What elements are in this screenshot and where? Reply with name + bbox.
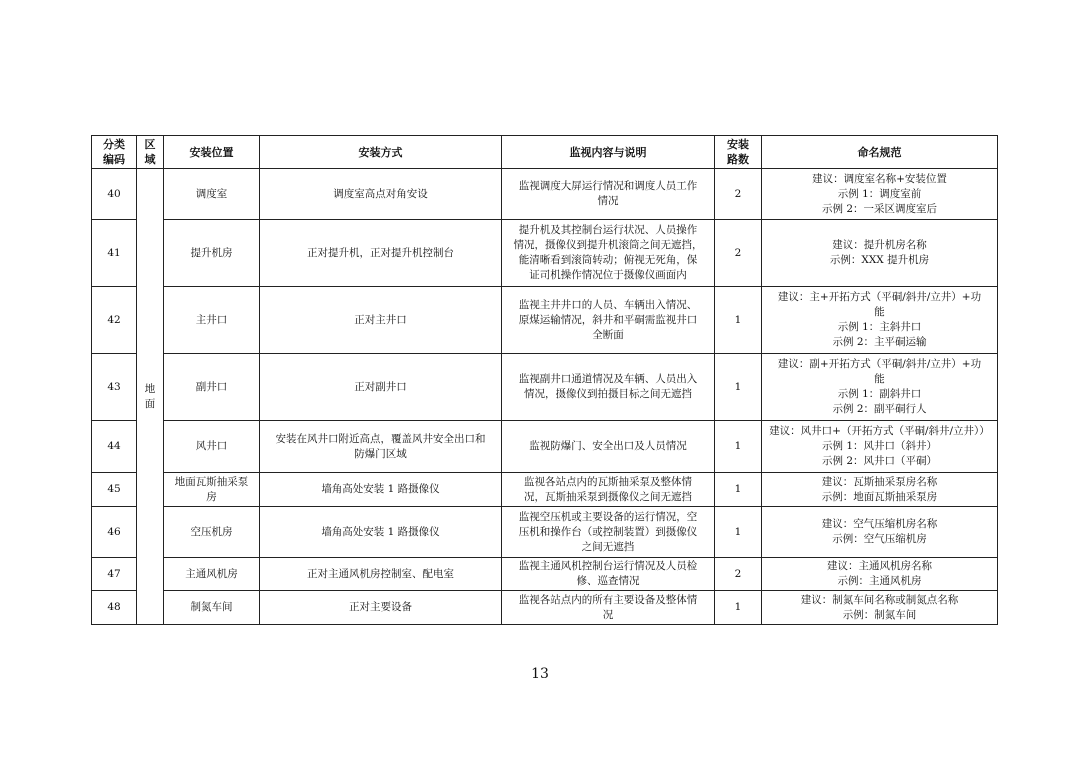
row-code: 43 [92,354,137,421]
row-content: 监视主通风机控制台运行情况及人员检 修、巡查情况 [502,558,715,591]
row-method: 正对主井口 [260,287,502,354]
row-method: 墙角高处安装 1 路摄像仪 [260,473,502,507]
row-paths: 1 [715,354,762,421]
row-code: 40 [92,169,137,220]
row-code: 48 [92,591,137,625]
row-naming: 建议：调度室名称+安装位置 示例 1：调度室前 示例 2：一采区调度室后 [762,169,998,220]
table-row [92,473,998,507]
header-method: 安装方式 [260,136,502,169]
row-naming: 建议：瓦斯抽采泵房名称 示例：地面瓦斯抽采泵房 [762,473,998,507]
row-code: 41 [92,220,137,287]
row-content: 监视各站点内的瓦斯抽采泵及整体情 况，瓦斯抽采泵到摄像仪之间无遮挡 [502,473,715,507]
row-naming: 建议：主通风机房名称 示例：主通风机房 [762,558,998,591]
row-content: 监视主井井口的人员、车辆出入情况、 原煤运输情况，斜井和平硐需监视井口 全断面 [502,287,715,354]
row-code: 45 [92,473,137,507]
row-naming: 建议：风井口+（开拓方式（平硐/斜井/立井）） 示例 1：风井口（斜井） 示例 2：风井口（平硐） [762,421,998,473]
row-naming: 建议：空气压缩机房名称 示例：空气压缩机房 [762,507,998,558]
row-location: 提升机房 [164,220,260,287]
header-location: 安装位置 [164,136,260,169]
row-paths: 2 [715,169,762,220]
row-paths: 1 [715,507,762,558]
table-row [92,421,998,473]
row-naming: 建议：提升机房名称 示例：XXX 提升机房 [762,220,998,287]
row-naming: 建议：制氮车间名称或制氮点名称 示例：制氮车间 [762,591,998,625]
row-method: 正对主通风机房控制室、配电室 [260,558,502,591]
table-row [92,354,998,421]
table-row [92,591,998,625]
row-method: 正对提升机，正对提升机控制台 [260,220,502,287]
row-code: 46 [92,507,137,558]
table-row [92,287,998,354]
table-row [92,169,998,220]
row-paths: 1 [715,287,762,354]
header-content: 监视内容与说明 [502,136,715,169]
row-paths: 1 [715,473,762,507]
row-content: 监视各站点内的所有主要设备及整体情 况 [502,591,715,625]
header-naming: 命名规范 [762,136,998,169]
page-number: 13 [531,666,549,682]
row-method: 正对副井口 [260,354,502,421]
row-content: 监视调度大屏运行情况和调度人员工作 情况 [502,169,715,220]
row-content: 监视副井口通道情况及车辆、人员出入 情况，摄像仪到拍摄目标之间无遮挡 [502,354,715,421]
row-naming: 建议：副+开拓方式（平硐/斜井/立井）+功 能 示例 1：副斜井口 示例 2：副平硐行人 [762,354,998,421]
row-location: 空压机房 [164,507,260,558]
table-row [92,220,998,287]
row-paths: 1 [715,591,762,625]
row-location: 主通风机房 [164,558,260,591]
area-label: 地 面 [137,169,164,625]
row-location: 主井口 [164,287,260,354]
row-content: 提升机及其控制台运行状况、人员操作 情况，摄像仪到提升机滚筒之间无遮挡， 能清晰看到滚筒转动；俯视无死角，保 证司机操作情况位于摄像仪画面内 [502,220,715,287]
installation-spec-table [91,135,998,625]
table-row [92,558,998,591]
header-code: 分类 编码 [92,136,137,169]
row-code: 42 [92,287,137,354]
row-method: 安装在风井口附近高点，覆盖风井安全出口和 防爆门区域 [260,421,502,473]
row-location: 地面瓦斯抽采泵 房 [164,473,260,507]
table-header-row [92,136,998,169]
row-content: 监视空压机或主要设备的运行情况，空 压机和操作台（或控制装置）到摄像仪 之间无遮挡 [502,507,715,558]
row-method: 墙角高处安装 1 路摄像仪 [260,507,502,558]
row-code: 47 [92,558,137,591]
row-paths: 2 [715,558,762,591]
row-content: 监视防爆门、安全出口及人员情况 [502,421,715,473]
header-area: 区 域 [137,136,164,169]
row-location: 副井口 [164,354,260,421]
row-method: 正对主要设备 [260,591,502,625]
row-location: 风井口 [164,421,260,473]
row-location: 调度室 [164,169,260,220]
table-row [92,507,998,558]
row-paths: 1 [715,421,762,473]
row-naming: 建议：主+开拓方式（平硐/斜井/立井）+功 能 示例 1：主斜井口 示例 2：主平硐运输 [762,287,998,354]
row-paths: 2 [715,220,762,287]
row-method: 调度室高点对角安设 [260,169,502,220]
header-paths: 安装 路数 [715,136,762,169]
row-code: 44 [92,421,137,473]
row-location: 制氮车间 [164,591,260,625]
